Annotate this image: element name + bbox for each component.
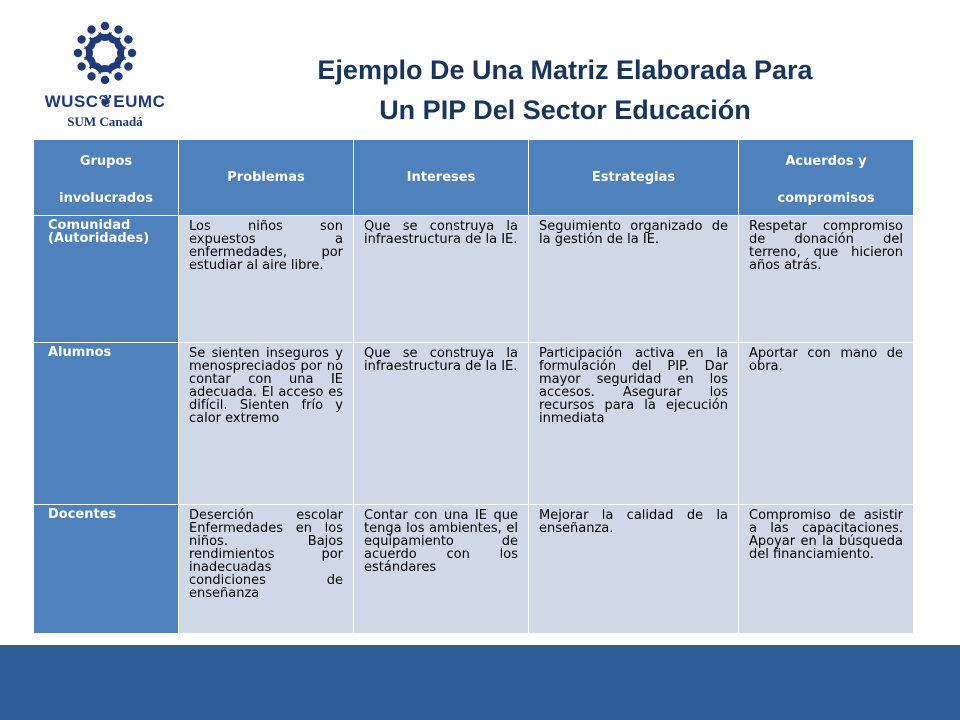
title-line-2: Un PIP Del Sector Educación (379, 95, 751, 125)
header-grupos-bottom: involucrados (59, 191, 153, 206)
intereses-cell: Que se construya la infraestructura de la IE. (354, 216, 529, 343)
header-intereses: Intereses (354, 140, 529, 216)
people-circle-icon (70, 18, 140, 88)
logo-subtitle: SUM Canadá (67, 114, 143, 129)
acuerdos-cell: Compromiso de asistir a las capacitaciones. Apoyar en la búsqueda del financiamiento. (739, 505, 914, 634)
logo-wordmark: WUSC❦EUMC (44, 92, 166, 111)
title-line-1: Ejemplo De Una Matriz Elaborada Para (317, 55, 813, 85)
header-problemas: Problemas (179, 140, 354, 216)
group-cell: Docentes (34, 505, 179, 634)
slide-title (245, 50, 885, 130)
estrategias-cell: Seguimiento organizado de la gestión de la IE. (529, 216, 739, 343)
header-grupos-top: Grupos (79, 154, 133, 169)
header-estrategias: Estrategias (529, 140, 739, 216)
header-row (34, 140, 914, 216)
intereses-cell: Contar con una IE que tenga los ambientes, el equipamiento de acuerdo con los estándares (354, 505, 529, 634)
group-cell: Comunidad (Autoridades) (34, 216, 179, 343)
stakeholder-matrix (33, 139, 914, 634)
header-acuerdos-bottom: compromisos (777, 191, 875, 206)
acuerdos-cell: Respetar compromiso de donación del terreno, que hicieron años atrás. (739, 216, 914, 343)
problemas-cell: Los niños son expuestos a enfermedades, por estudiar al aire libre. (179, 216, 354, 343)
estrategias-cell: Participación activa en la formulación del PIP. Dar mayor seguridad en los accesos. Asegurar los recursos para la ejecución inmediata (529, 343, 739, 505)
wusc-logo (30, 18, 180, 138)
header-grupos (34, 140, 179, 216)
problemas-cell: Deserción escolar Enfermedades en los niños. Bajos rendimientos por inadecuadas condiciones de enseñanza (179, 505, 354, 634)
acuerdos-cell: Aportar con mano de obra. (739, 343, 914, 505)
problemas-cell: Se sienten inseguros y menospreciados por no contar con una IE adecuada. El acceso es difícil. Sienten frío y calor extremo (179, 343, 354, 505)
table-row (34, 216, 914, 343)
estrategias-cell: Mejorar la calidad de la enseñanza. (529, 505, 739, 634)
group-cell: Alumnos (34, 343, 179, 505)
table-row (34, 343, 914, 505)
header-acuerdos (739, 140, 914, 216)
footer-band (0, 645, 960, 720)
intereses-cell: Que se construya la infraestructura de la IE. (354, 343, 529, 505)
header-acuerdos-top: Acuerdos y (785, 154, 867, 169)
table-row (34, 505, 914, 634)
